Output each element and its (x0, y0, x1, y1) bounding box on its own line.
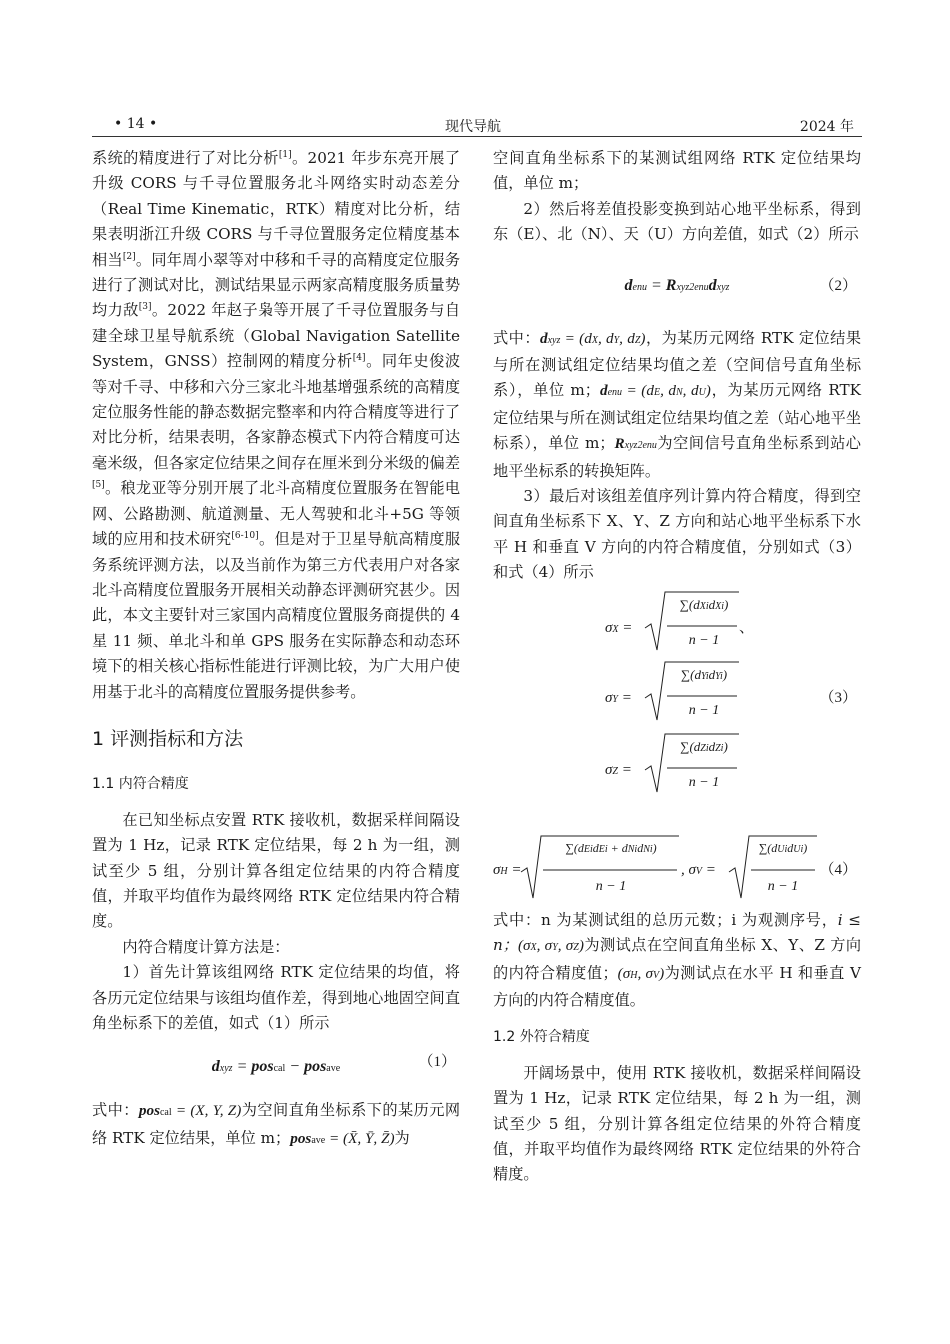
paragraph: 空间直角坐标系下的某测试组网络 RTK 定位结果均值，单位 m； (493, 149, 861, 193)
subsection-heading: 1.1 内符合精度 (92, 776, 189, 793)
subsection-heading: 1.2 外符合精度 (493, 1029, 590, 1046)
section-heading: 1 评测指标和方法 (92, 727, 244, 750)
equation-number: （2） (819, 277, 857, 294)
equation-number: （3） (819, 689, 857, 706)
paragraph: 开阔场景中，使用 RTK 接收机，数据采样间隔设置为 1 Hz，记录 RTK 定位结果，每 2 h 为一组，测试至少 5 组，分别计算各组定位结果的外符合精度值，并取平均值作为最终网络 RTK 定位结果的外符合精度。 (493, 1063, 861, 1184)
equation-1: dxyz = poscal − posave （1） (92, 1036, 460, 1098)
paragraph: 3）最后对该组差值序列计算内符合精度，得到空间直角坐标系下 X、Y、Z 方向和站心地平坐标系下水平 H 和垂直 V 方向的内符合精度值，分别如式（3）和式（4）所示 (493, 487, 861, 582)
equation-2: denu = Rxyz2enudxyz （2） (493, 248, 861, 326)
paragraph: 2）然后将差值投影变换到站心地平坐标系，得到东（E）、北（N）、天（U）方向差值，如式（2）所示 (493, 199, 861, 244)
page-number: • 14 • (114, 116, 158, 132)
paragraph: 式中：dxyz = (dX, dY, dZ)，为某历元网络 RTK 定位结果与所在测试组定位结果均值之差（空间信号直角坐标系），单位 m；denu = (dE, dN, dU)，为某历元网络 RTK 定位结果与所在测试组定位结果均值之差（站心地平坐标系），单位 m；Rxyz2enu为空间信号直角坐标系到站心地平坐标系的转换矩阵。 (493, 328, 862, 480)
equation-number: （4） (819, 861, 857, 878)
intro-paragraph: 系统的精度进行了对比分析[1]。2021 年步东亮开展了升级 CORS 与千寻位置服务北斗网络实时动态差分（Real Time Kinematic，RTK）精度对比分析，结果表明浙江升级 CORS 与千寻位置服务定位精度基本相当[2]。同年周小翠等对中移和千寻的高精度定位服务进行了测试对比，测试结果显示两家高精度服务质量势均力敌[3]。2022 年赵子枭等开展了千寻位置服务与自建全球卫星导航系统（Global Navigation Satellite System，GNSS）控制网的精度分析[4]。同年史俊波等对千寻、中移和六分三家北斗地基增强系统的高精度定位服务性能的静态数据完整率和内符合精度等进行了对比分析，结果表明，各家静态模式下内符合精度可达毫米级，但各家定位结果之间存在厘米到分米级的偏差[5]。稂龙亚等分别开展了北斗高精度位置服务在智能电网、公路勘测、航道测量、无人驾驶和北斗+5G 等领域的应用和技术研究[6-10]。但是对于卫星导航高精度服务系统评测方法，以及当前作为第三方代表用户对各家北斗高精度位置服务开展相关动静态评测研究甚少。因此，本文主要针对三家国内高精度位置服务商提供的 4 星 11 频、单北斗和单 GPS 服务在实际静态和动态环境下的相关核心指标性能进行评测比较，为广大用户使用基于北斗的高精度位置服务提供参考。 (92, 149, 461, 701)
equation-number: （1） (418, 1054, 456, 1071)
paragraph: 在已知坐标点安置 RTK 接收机，数据采样间隔设置为 1 Hz，记录 RTK 定位结果，每 2 h 为一组，测试至少 5 组，分别计算各组定位结果的内符合精度值，并取平均值作为最终网络 RTK 定位结果内符合精度。 (92, 810, 460, 931)
paragraph: 1）首先计算该组网络 RTK 定位结果的均值，将各历元定位结果与该组均值作差，得到地心地固空间直角坐标系下的差值，如式（1）所示 (92, 963, 460, 1032)
page-header (92, 116, 862, 138)
paragraph: 式中：n 为某测试组的总历元数；i 为观测序号，i ≤ n；(σX, σY, σZ)为测试点在空间直角坐标 X、Y、Z 方向的内符合精度值；(σH, σV)为测试点在水平 H 和垂直 V 方向的内符合精度值。 (493, 910, 862, 1009)
year: 2024 年 (799, 119, 854, 135)
paragraph: 内符合精度计算方法是： (122, 937, 290, 956)
equation-4: σH = ∑(dEidEi + dNidNi) n − 1 , σV = ∑(dUidUi) n − 1 （4） (493, 830, 861, 908)
header-rule (92, 136, 862, 137)
journal-title: 现代导航 (445, 119, 501, 135)
equation-3: σX = σY = σZ = ∑(dXidXi) n − 1 ∑(dYidYi) n − 1 ∑(dZidZi) n − 1 、 （3） (493, 586, 861, 826)
right-column (493, 146, 861, 1188)
paragraph: 式中：poscal = (X, Y, Z)为空间直角坐标系下的某历元网络 RTK 定位结果，单位 m；posave = (X̄, Ȳ, Z̄)为 (92, 1101, 461, 1147)
left-column (92, 146, 460, 1153)
